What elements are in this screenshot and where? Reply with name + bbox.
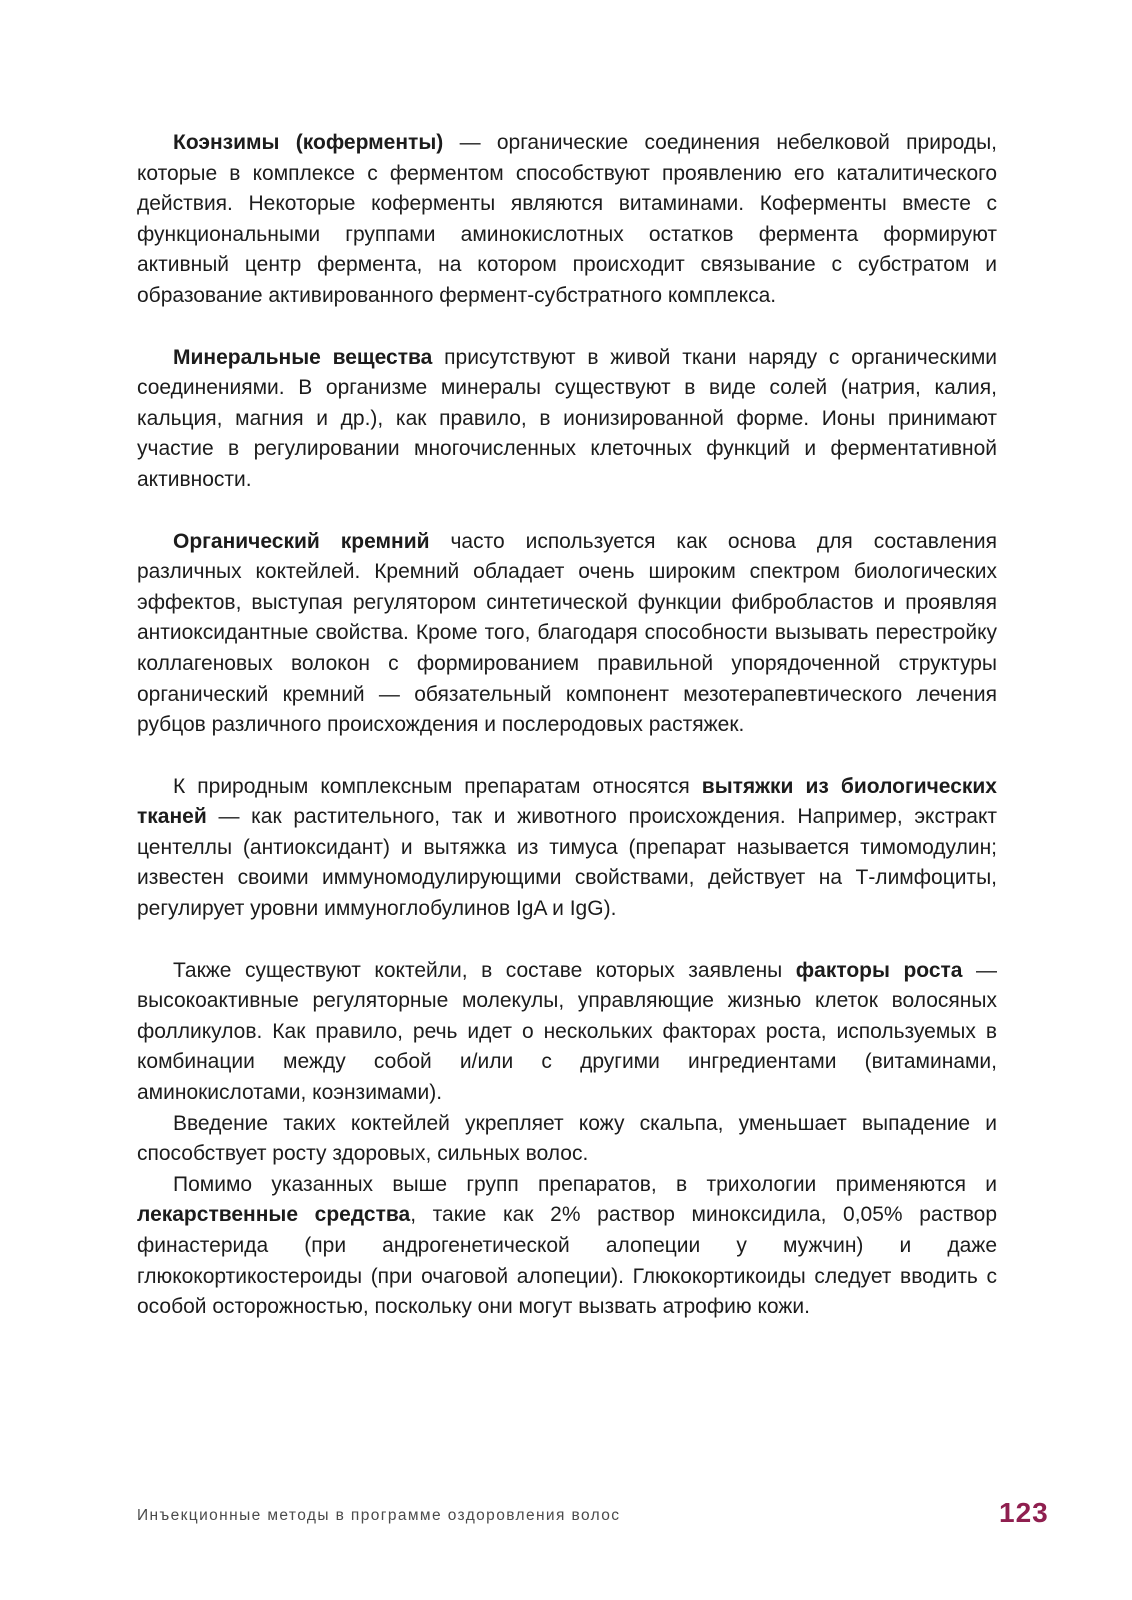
term-tissue-extracts: вытяжки из биологических тканей — [137, 774, 997, 829]
paragraph-coenzymes — [137, 128, 997, 312]
paragraph-text: часто используется как основа для составления различных коктейлей. Кремний обладает очень широким спектром биологических эффектов, выступая регулятором синтетической функции фибробластов и проявляя антиоксидантные свойства. Кроме того, благодаря способности вызывать перестройку коллагеновых волокон с формированием правильной упорядоченной структуры органический кремний — обязательный компонент мезотерапевтического лечения рубцов различного происхождения и послеродовых растяжек. — [137, 529, 997, 737]
paragraph-cocktail-effects — [137, 1109, 997, 1170]
paragraph-minerals — [137, 343, 997, 496]
paragraph-growth-factors — [137, 956, 997, 1109]
term-organic-silicon: Органический кремний — [173, 529, 430, 553]
paragraph-text: К природным комплексным препаратам относятся — [173, 774, 702, 798]
running-title: Инъекционные методы в программе оздоровления волос — [137, 1507, 621, 1524]
paragraph-text: — органические соединения небелковой природы, которые в комплексе с ферментом способствуют проявлению его каталитического действия. Некоторые коферменты являются витаминами. Коферменты вместе с функциональными группами аминокислотных остатков фермента формируют активный центр фермента, на котором происходит связывание с субстратом и образование активированного фермент-субстратного комплекса. — [137, 131, 998, 307]
paragraph-text: присутствуют в живой ткани наряду с органическими соединениями. В организме минералы существуют в виде солей (натрия, калия, кальция, магния и др.), как правило, в ионизированной форме. Ионы принимают участие в регулировании многочисленных клеточных функций и ферментативной активности. — [137, 345, 997, 491]
page-body — [137, 128, 997, 1323]
paragraph-text: — как растительного, так и животного происхождения. Например, экстракт центеллы (антиоксидант) и вытяжка из тимуса (препарат называется тимомодулин; известен своими иммуномодулирующими свойствами, действует на Т-лимфоциты, регулирует уровни иммуноглобулинов IgA и IgG). — [137, 805, 997, 921]
term-coenzymes: Коэнзимы (коферменты) — [173, 131, 444, 154]
paragraph-text: Помимо указанных выше групп препаратов, в трихологии применяются и — [173, 1172, 997, 1196]
term-medications: лекарственные средства — [137, 1203, 411, 1227]
paragraph-organic-silicon — [137, 527, 997, 741]
paragraph-text: Также существуют коктейли, в составе которых заявлены — [173, 958, 796, 982]
paragraph-medications — [137, 1170, 997, 1323]
paragraph-tissue-extracts — [137, 772, 997, 925]
term-minerals: Минеральные вещества — [173, 345, 433, 369]
paragraph-text: — высокоактивные регуляторные молекулы, управляющие жизнью клеток волосяных фолликулов. Как правило, речь идет о нескольких факторах роста, используемых в комбинации между собой и/или с другими ингредиентами (витаминами, аминокислотами, коэнзимами). — [137, 958, 997, 1105]
page-number: 123 — [999, 1497, 1049, 1528]
term-growth-factors: факторы роста — [795, 958, 963, 982]
paragraph-text: , такие как 2% раствор миноксидила, 0,05% раствор финастерида (при андрогенетической алопеции у мужчин) и даже глюкокортикостероиды (при очаговой алопеции). Глюкокортикоиды следует вводить с особой осторожностью, поскольку они могут вызвать атрофию кожи. — [137, 1203, 997, 1319]
paragraph-text: Введение таких коктейлей укрепляет кожу скальпа, уменьшает выпадение и способствует росту здоровых, сильных волос. — [137, 1111, 997, 1166]
